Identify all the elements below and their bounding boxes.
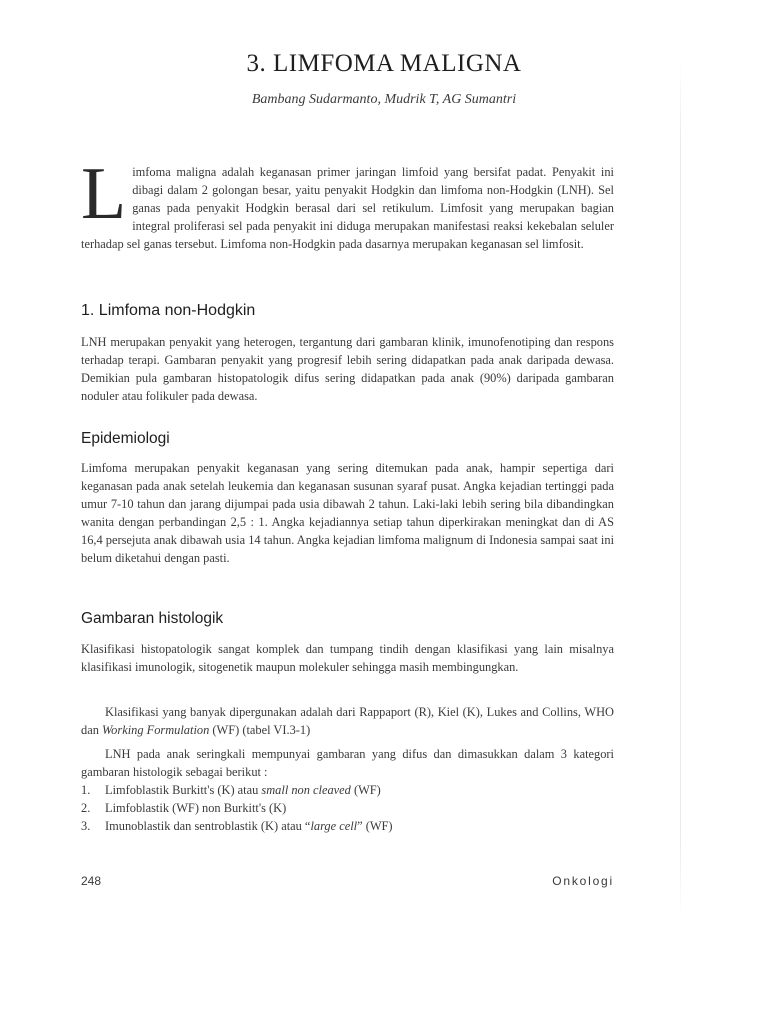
list-item xyxy=(81,817,614,835)
running-footer-title: Onkologi xyxy=(552,874,614,888)
list-item-text xyxy=(105,781,381,799)
list-item-number: 2. xyxy=(81,801,91,815)
lnh-paragraph: LNH merupakan penyakit yang heterogen, tergantung dari gambaran klinik, imunofenotiping dan respons terhadap terapi. Gambaran penyakit yang progresif lebih sering didapatkan pada anak daripada dewasa. Demikian pula gambaran histopatologik difus sering didapatkan pada anak (90%) daripada gambaran noduler atau folikuler pada dewasa. xyxy=(81,335,614,403)
list-item-text-before: Limfoblastik (WF) non Burkitt's (K) xyxy=(105,801,287,815)
histologik-paragraph-1: Klasifikasi histopatologik sangat komplek dan tumpang tindih dengan klasifikasi yang lain misalnya klasifikasi imunologik, sitogenetik maupun molekuler sehingga masih membingungkan. xyxy=(81,642,614,674)
list-item-text-italic: small non cleaved xyxy=(261,783,351,797)
paragraph2-text-after: (WF) (tabel VI.3-1) xyxy=(209,723,311,737)
list-item-text-after: ” (WF) xyxy=(357,819,393,833)
epidemiologi-paragraph: Limfoma merupakan penyakit keganasan yang sering ditemukan pada anak, hampir sepertiga dari keganasan pada anak setelah leukemia dan keganasan susunan syaraf pusat. Angka kejadian tertinggi pada umur 7-10 tahun dan jarang dijumpai pada usia dibawah 2 tahun. Laki-laki lebih sering bila dibandingkan wanita dengan perbandingan 2,5 : 1. Angka kejadiannya setiap tahun diperkirakan meningkat dan di AS 16,4 persejuta anak dibawah usia 14 tahun. Angka kejadian limfoma malignum di Indonesia sampai saat ini belum diketahui dengan pasti. xyxy=(81,461,615,565)
list-item-text-before: Limfoblastik Burkitt's (K) atau xyxy=(105,783,262,797)
list-item-text xyxy=(105,817,393,835)
chapter-authors: Bambang Sudarmanto, Mudrik T, AG Sumantri xyxy=(251,92,517,107)
list-item xyxy=(81,781,614,799)
histologik-paragraph-2 xyxy=(81,703,614,739)
drop-cap: L xyxy=(81,153,127,235)
histologik-paragraph-3: LNH pada anak seringkali mempunyai gambaran yang difus dan dimasukkan dalam 3 kategori gambaran histologik sebagai berikut : xyxy=(81,747,614,779)
list-item-text-italic: large cell xyxy=(310,819,358,833)
page-number: 248 xyxy=(81,874,102,888)
list-item-number: 1. xyxy=(81,783,91,797)
list-item-text-before: Imunoblastik dan sentroblastik (K) atau “ xyxy=(105,819,311,833)
paragraph2-text-before: Klasifikasi yang banyak dipergunakan adalah dari Rappaport (R), Kiel (K), Lukes and Collins, WHO dan xyxy=(81,705,614,737)
list-item-text xyxy=(105,799,286,817)
list-item-number: 3. xyxy=(81,819,91,833)
intro-paragraph xyxy=(81,153,614,253)
subheading-epidemiologi: Epidemiologi xyxy=(81,430,170,447)
paragraph2-text-italic: Working Formulation xyxy=(102,723,210,737)
section-heading-lnh: 1. Limfoma non-Hodgkin xyxy=(81,302,256,319)
subheading-histologik: Gambaran histologik xyxy=(81,610,224,627)
histologic-category-list xyxy=(81,781,614,835)
list-item xyxy=(81,799,614,817)
intro-text: imfoma maligna adalah keganasan primer jaringan limfoid yang bersifat padat. Penyakit ini dibagi dalam 2 golongan besar, yaitu penyakit Hodgkin dan limfoma non-Hodgkin (LNH). Sel ganas pada penyakit Hodgkin berasal dari sel retikulum. Limfosit yang merupakan bagian integral proliferasi sel pada penyakit ini diduga merupakan manifestasi reaksi kekebalan seluler terhadap sel ganas tersebut. Limfoma non-Hodgkin pada dasarnya merupakan keganasan sel limfosit. xyxy=(81,165,614,251)
chapter-title: 3. LIMFOMA MALIGNA xyxy=(246,50,522,77)
list-item-text-after: (WF) xyxy=(350,783,381,797)
page-edge-shadow xyxy=(680,60,681,920)
